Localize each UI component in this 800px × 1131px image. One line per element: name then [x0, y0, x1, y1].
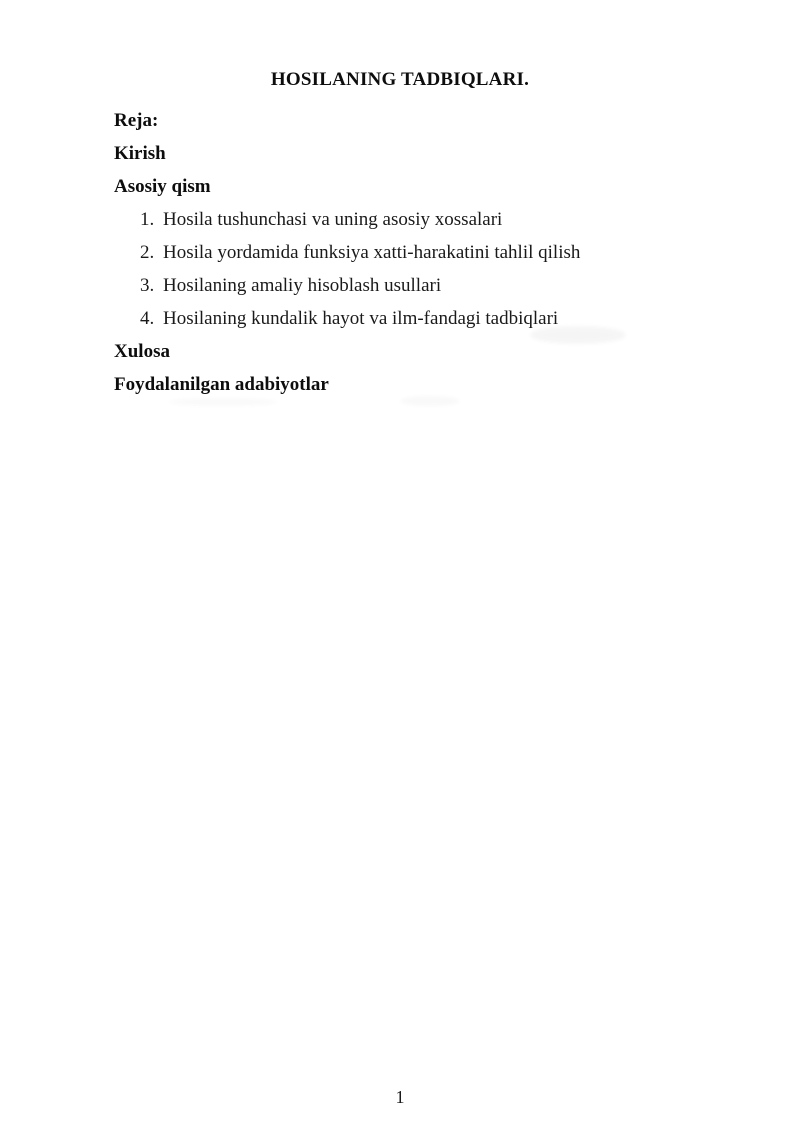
list-item-label: Hosilaning kundalik hayot va ilm-fandagi tadbiqlari — [163, 307, 559, 329]
list-item-number: 1. — [140, 208, 155, 230]
list-item-number: 4. — [140, 307, 155, 329]
list-item — [114, 203, 686, 236]
list-item-number: 2. — [140, 241, 155, 263]
list-item-label: Hosila yordamida funksiya xatti-harakatini tahlil qilish — [163, 241, 581, 263]
section-heading-plan: Reja: — [114, 109, 159, 131]
section-heading-references: Foydalanilgan adabiyotlar — [114, 373, 329, 395]
list-item-label: Hosila tushunchasi va uning asosiy xossalari — [163, 208, 503, 230]
list-item — [114, 236, 686, 269]
list-item — [114, 302, 686, 335]
section-heading-conclusion: Xulosa — [114, 340, 170, 362]
list-item-number: 3. — [140, 274, 155, 296]
section-heading-main-part: Asosiy qism — [114, 175, 211, 197]
list-item-label: Hosilaning amaliy hisoblash usullari — [163, 274, 442, 296]
page-number: 1 — [395, 1087, 405, 1107]
outline-list — [114, 203, 686, 335]
page-title: HOSILANING TADBIQLARI. — [270, 69, 530, 90]
document-content — [114, 68, 686, 401]
section-heading-intro: Kirish — [114, 142, 166, 164]
list-item — [114, 269, 686, 302]
